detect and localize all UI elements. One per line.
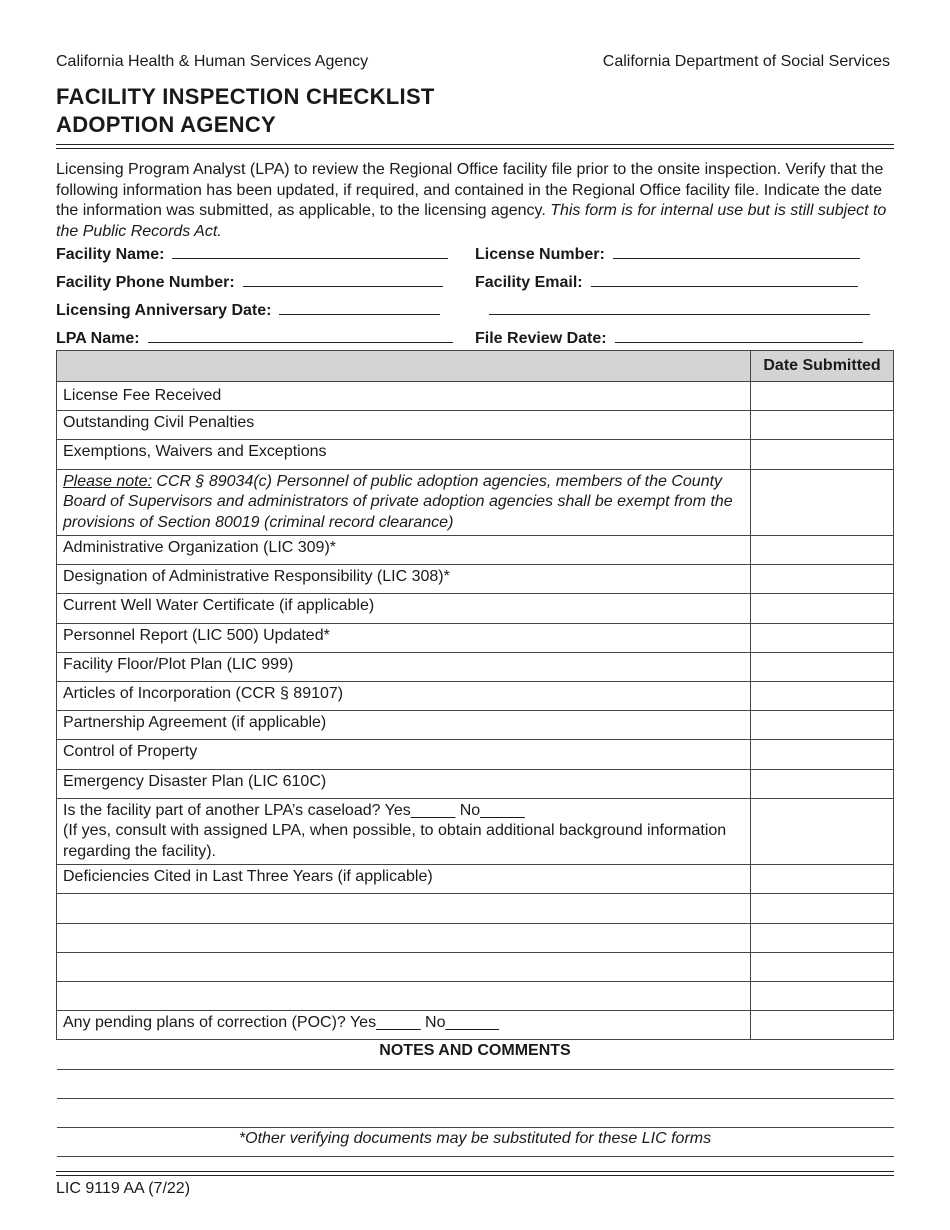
notes-header-row [57,1040,894,1069]
lpa-name-input-line[interactable] [148,329,453,343]
intro-text: Licensing Program Analyst (LPA) to review the Regional Office facility file prior to the onsite inspection. Verify that the following information has been updated, if required, and contained in the Regional Office facility file. Indicate the date the information was submitted, as applicable, to the licensing agency. [56,161,884,219]
footer-divider [56,1171,894,1176]
checklist-table [56,350,894,1157]
table-row [57,865,894,894]
date-cell[interactable] [751,952,894,981]
file-review-date-input-line[interactable] [615,329,863,343]
table-row [57,536,894,565]
facility-name-input-line[interactable] [172,245,448,259]
note-label: Please note: [63,472,152,490]
date-cell[interactable] [751,769,894,798]
checklist-item: Exemptions, Waivers and Exceptions [57,440,751,469]
notes-title: NOTES AND COMMENTS [57,1040,894,1069]
blank-item-cell[interactable] [57,952,751,981]
facility-email-label: Facility Email: [475,274,583,291]
table-row [57,711,894,740]
checklist-item: Administrative Organization (LIC 309)* [57,536,751,565]
anniversary-date-field[interactable] [56,301,440,320]
notes-input[interactable] [57,1069,894,1098]
date-cell[interactable] [751,382,894,411]
checklist-item: Partnership Agreement (if applicable) [57,711,751,740]
anniversary-date-input-line[interactable] [279,301,440,315]
blank-row [57,982,894,1011]
date-cell[interactable] [751,923,894,952]
date-cell[interactable] [751,623,894,652]
date-cell[interactable] [751,740,894,769]
blank-row [57,952,894,981]
facility-email-field[interactable] [475,273,858,292]
intro-disclaimer: This form is for internal use but is still subject to the Public Records Act. [56,202,887,240]
checklist-item: Outstanding Civil Penalties [57,411,751,440]
date-cell[interactable] [751,594,894,623]
caseload-question: Is the facility part of another LPA’s caseload? Yes_____ No_____ [63,801,525,819]
table-header-row [57,351,894,382]
form-subtitle: ADOPTION AGENCY [56,112,277,137]
caseload-note: (If yes, consult with assigned LPA, when possible, to obtain additional background information regarding the facility). [63,822,727,860]
blank-input-line[interactable] [489,301,870,315]
table-row [57,682,894,711]
facility-name-label: Facility Name: [56,246,165,263]
poc-item[interactable]: Any pending plans of correction (POC)? Yes_____ No______ [57,1011,751,1040]
table-row [57,798,894,865]
table-row [57,469,894,536]
checklist-item: Facility Floor/Plot Plan (LIC 999) [57,652,751,681]
table-row [57,594,894,623]
facility-phone-field[interactable] [56,273,443,292]
footnote-text: *Other verifying documents may be substituted for these LIC forms [57,1127,894,1156]
intro-paragraph [56,160,894,242]
checklist-item: Current Well Water Certificate (if applicable) [57,594,751,623]
date-cell[interactable] [751,411,894,440]
file-review-date-label: File Review Date: [475,330,607,347]
date-cell[interactable] [751,711,894,740]
checklist-item: Control of Property [57,740,751,769]
agency-header [56,53,894,73]
date-submitted-header: Date Submitted [751,351,894,382]
license-number-input-line[interactable] [613,245,860,259]
blank-item-cell[interactable] [57,982,751,1011]
checklist-item: Articles of Incorporation (CCR § 89107) [57,682,751,711]
form-title: FACILITY INSPECTION CHECKLIST [56,84,435,109]
license-number-field[interactable] [475,245,860,264]
notes-line [57,1069,894,1098]
table-row [57,623,894,652]
checklist-item: Personnel Report (LIC 500) Updated* [57,623,751,652]
checklist-item: Deficiencies Cited in Last Three Years (if applicable) [57,865,751,894]
file-review-date-field[interactable] [475,329,863,348]
table-row [57,652,894,681]
agency-name: California Health & Human Services Agency [56,53,369,70]
table-row [57,769,894,798]
date-cell[interactable] [751,798,894,865]
date-cell[interactable] [751,1011,894,1040]
item-header [57,351,751,382]
blank-row [57,894,894,923]
checklist-item: Emergency Disaster Plan (LIC 610C) [57,769,751,798]
checklist-item: Designation of Administrative Responsibility (LIC 308)* [57,565,751,594]
table-row [57,565,894,594]
lpa-name-label: LPA Name: [56,330,140,347]
facility-name-field[interactable] [56,245,448,264]
form-id: LIC 9119 AA (7/22) [56,1180,191,1197]
date-cell[interactable] [751,440,894,469]
blank-field[interactable] [489,301,870,320]
blank-item-cell[interactable] [57,923,751,952]
department-name: California Department of Social Services [602,53,890,70]
blank-row [57,923,894,952]
table-row [57,440,894,469]
table-row [57,740,894,769]
checklist-item: License Fee Received [57,382,751,411]
anniversary-date-label: Licensing Anniversary Date: [56,302,272,319]
table-row [57,411,894,440]
lpa-name-field[interactable] [56,329,453,348]
date-cell[interactable] [751,469,894,536]
date-cell[interactable] [751,652,894,681]
note-text: CCR § 89034(c) Personnel of public adoption agencies, members of the County Board of Supervisors and administrators of private adoption agencies shall be exempt from the provisions of Section 80019 (criminal record clearance) [63,472,733,531]
notes-input[interactable] [57,1098,894,1127]
header-divider [56,144,894,149]
date-cell[interactable] [751,865,894,894]
license-number-label: License Number: [475,246,605,263]
date-cell[interactable] [751,565,894,594]
exemption-note [57,469,751,536]
facility-email-input-line[interactable] [591,273,858,287]
blank-item-cell[interactable] [57,894,751,923]
table-row [57,382,894,411]
facility-phone-input-line[interactable] [243,273,443,287]
date-cell[interactable] [751,894,894,923]
notes-line [57,1098,894,1127]
table-row [57,1011,894,1040]
footnote-row [57,1127,894,1156]
facility-phone-label: Facility Phone Number: [56,274,235,291]
date-cell[interactable] [751,682,894,711]
caseload-item[interactable] [57,798,751,865]
date-cell[interactable] [751,536,894,565]
date-cell[interactable] [751,982,894,1011]
